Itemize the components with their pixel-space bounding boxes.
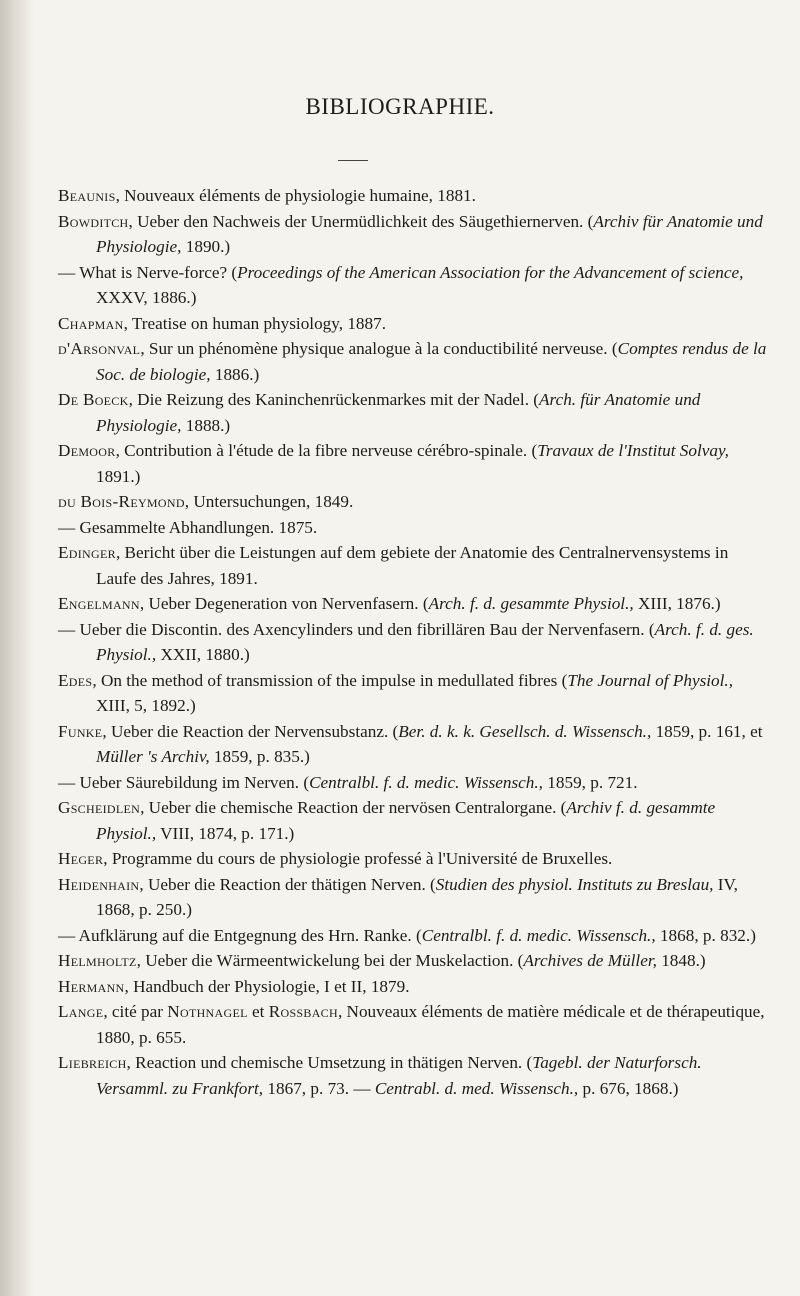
entry-dash: — xyxy=(58,517,80,537)
entry-source: Comptes rendus de la Soc. de biologie, xyxy=(96,339,767,384)
bibliography-entry xyxy=(58,260,770,311)
page-title: BIBLIOGRAPHIE. xyxy=(305,94,495,119)
entry-author: Hermann xyxy=(58,976,125,996)
entry-tail: IV, 1868, p. 250.) xyxy=(96,874,738,919)
entry-text: , Ueber die chemische Reaction der nervösen Centralorgane. ( xyxy=(140,798,567,817)
entry-tail: XIII, 5, 1892.) xyxy=(96,696,196,715)
bibliography-entry xyxy=(58,209,770,260)
entry-author: Heidenhain xyxy=(58,874,140,894)
bibliography-entry xyxy=(58,872,770,923)
entry-author: Lange xyxy=(58,1002,104,1021)
entry-text: , Programme du cours de physiologie professé à l'Université de Bruxelles. xyxy=(103,849,613,868)
entry-source-secondary: Centrabl. d. med. Wissensch., xyxy=(374,1078,579,1098)
bibliography-entry xyxy=(58,311,770,337)
bibliography-entry xyxy=(58,387,770,438)
entry-source: Arch. für Anatomie und Physiologie, xyxy=(96,390,701,435)
entry-dash: — xyxy=(58,619,80,639)
entry-source: Travaux de l'Institut Solvay, xyxy=(537,441,729,460)
entry-text: , Reaction und chemische Umsetzung in thätigen Nerven. ( xyxy=(126,1053,533,1072)
entry-source: Arch. f. d. gesammte Physiol., xyxy=(428,594,634,613)
entry-author: Chapman xyxy=(58,313,124,333)
entry-coauthor: Nothnagel xyxy=(167,1002,248,1021)
entry-tail: XXII, 1880.) xyxy=(156,645,250,664)
entry-source: Archiv f. d. gesammte Physiol., xyxy=(96,798,716,843)
bibliography-entry xyxy=(58,336,770,387)
entry-text: , Contribution à l'étude de la fibre nerveuse cérébro-spinale. ( xyxy=(115,441,538,460)
entry-tail: 1868, p. 832.) xyxy=(655,925,756,945)
entry-tail: 1888.) xyxy=(181,415,231,435)
entry-author: Liebreich xyxy=(58,1053,127,1072)
bibliography-entry xyxy=(58,770,770,796)
entry-author: du Bois-Reymond xyxy=(58,492,185,511)
bibliography-entry xyxy=(58,719,770,770)
entry-tail-secondary: p. 676, 1868.) xyxy=(578,1078,679,1098)
entry-dash: — xyxy=(58,925,79,945)
page-gutter-shadow xyxy=(0,0,34,1296)
entry-text: , Bericht über die Leistungen auf dem gebiete der Anatomie des Centralnervensystems in Laufe des Jahres, 1891. xyxy=(96,543,729,588)
entry-source-secondary: Müller 's Archiv, xyxy=(96,747,210,766)
entry-author: Helmholtz xyxy=(58,951,137,970)
bibliography-entry xyxy=(58,438,770,489)
entry-text: Ueber Säurebildung im Nerven. ( xyxy=(79,772,310,792)
entry-author: Edinger xyxy=(58,543,116,562)
entry-text: Aufklärung auf die Entgegnung des Hrn. Ranke. ( xyxy=(78,925,422,945)
entry-tail: XIII, 1876.) xyxy=(633,594,721,613)
entry-text: , Ueber die Reaction der Nervensubstanz. ( xyxy=(102,721,399,741)
entry-source: Centralbl. f. d. medic. Wissensch., xyxy=(421,925,656,945)
bibliography-entry xyxy=(58,591,770,617)
bibliography-entry xyxy=(58,923,770,949)
entry-tail: 1859, p. 161, et xyxy=(651,721,763,741)
entry-tail: 1859, p. 721. xyxy=(542,772,638,792)
entry-text: , Treatise on human physiology, 1887. xyxy=(123,313,387,333)
entry-source: Arch. f. d. ges. Physiol., xyxy=(96,619,754,664)
title-rule xyxy=(338,160,368,161)
bibliography-entry xyxy=(58,617,770,668)
entry-source: Archives de Müller, xyxy=(523,951,657,970)
entry-source: The Journal of Physiol., xyxy=(567,670,734,690)
entry-text: , Untersuchungen, 1849. xyxy=(184,492,354,511)
entry-tail: 1891.) xyxy=(96,466,141,486)
entry-source: Centralbl. f. d. medic. Wissensch., xyxy=(309,772,543,792)
entry-author: Heger xyxy=(58,849,104,868)
bibliography-entry xyxy=(58,846,770,872)
entry-dash: — xyxy=(58,262,80,282)
entry-text-joiner: et xyxy=(247,1002,269,1021)
entry-text: , Die Reizung des Kaninchenrückenmarkes mit der Nadel. ( xyxy=(128,390,540,409)
entry-dash: — xyxy=(58,772,80,792)
entry-tail-secondary: 1859, p. 835.) xyxy=(209,747,310,766)
bibliography-entry xyxy=(58,1050,770,1101)
entry-tail: 1886.) xyxy=(210,364,260,384)
entry-tail: XXXV, 1886.) xyxy=(96,288,197,307)
entry-text: Gesammelte Abhandlungen. 1875. xyxy=(79,517,318,537)
entry-author: Edes xyxy=(58,670,93,690)
entry-coauthor: Rossbach xyxy=(268,1002,338,1021)
entry-text: , Ueber Degeneration von Nervenfasern. ( xyxy=(139,594,429,613)
bibliography-entry xyxy=(58,974,770,1000)
entry-text: , Ueber die Reaction der thätigen Nerven. ( xyxy=(139,874,436,894)
entry-author: Engelmann xyxy=(58,594,140,613)
entry-text-rest: , Nouveaux éléments de matière médicale et de thérapeutique, 1880, p. 655. xyxy=(96,1002,765,1047)
entry-author: d'Arsonval xyxy=(58,339,141,358)
entry-tail: 1890.) xyxy=(181,237,231,256)
bibliography-list xyxy=(58,183,770,1101)
entry-source: Studien des physiol. Instituts zu Breslau, xyxy=(435,874,714,894)
entry-text: , Sur un phénomène physique analogue à la conductibilité nerveuse. ( xyxy=(140,339,618,358)
entry-text: Ueber die Discontin. des Axencylinders und den fibrillären Bau der Nervenfasern. ( xyxy=(79,619,655,639)
entry-tail: VIII, 1874, p. 171.) xyxy=(156,823,295,843)
entry-text: , On the method of transmission of the impulse in medullated fibres ( xyxy=(92,670,568,690)
entry-source: Proceedings of the American Association for the Advancement of science, xyxy=(237,262,744,282)
entry-author: Beaunis xyxy=(58,186,116,205)
entry-text: , Ueber die Wärmeentwickelung bei der Muskelaction. ( xyxy=(136,951,524,970)
entry-author: Gscheidlen xyxy=(58,798,141,817)
bibliography-entry xyxy=(58,183,770,209)
bibliography-entry xyxy=(58,948,770,974)
entry-tail: 1848.) xyxy=(656,951,706,970)
entry-source: Tagebl. der Naturforsch. Versamml. zu Frankfort, xyxy=(96,1053,702,1098)
entry-author: Bowditch xyxy=(58,211,129,231)
entry-author: Funke xyxy=(58,721,103,741)
bibliography-entry xyxy=(58,515,770,541)
entry-text: What is Nerve-force? ( xyxy=(79,262,238,282)
entry-source: Ber. d. k. k. Gesellsch. d. Wissensch., xyxy=(398,721,652,741)
bibliography-entry xyxy=(58,668,770,719)
bibliography-entry xyxy=(58,795,770,846)
entry-source: Archiv für Anatomie und Physiologie, xyxy=(96,211,763,256)
entry-author: Demoor xyxy=(58,441,116,460)
entry-author: De Boeck xyxy=(58,390,129,409)
bibliography-entry xyxy=(58,540,770,591)
entry-text: , Ueber den Nachweis der Unermüdlichkeit des Säugethiernerven. ( xyxy=(128,211,594,231)
bibliography-entry xyxy=(58,999,770,1050)
entry-text: , Handbuch der Physiologie, I et II, 1879. xyxy=(124,976,410,996)
bibliography-entry xyxy=(58,489,770,515)
entry-text: , Nouveaux éléments de physiologie humaine, 1881. xyxy=(115,186,476,205)
entry-text: , cité par xyxy=(103,1002,168,1021)
entry-tail: 1867, p. 73. — xyxy=(263,1078,375,1098)
